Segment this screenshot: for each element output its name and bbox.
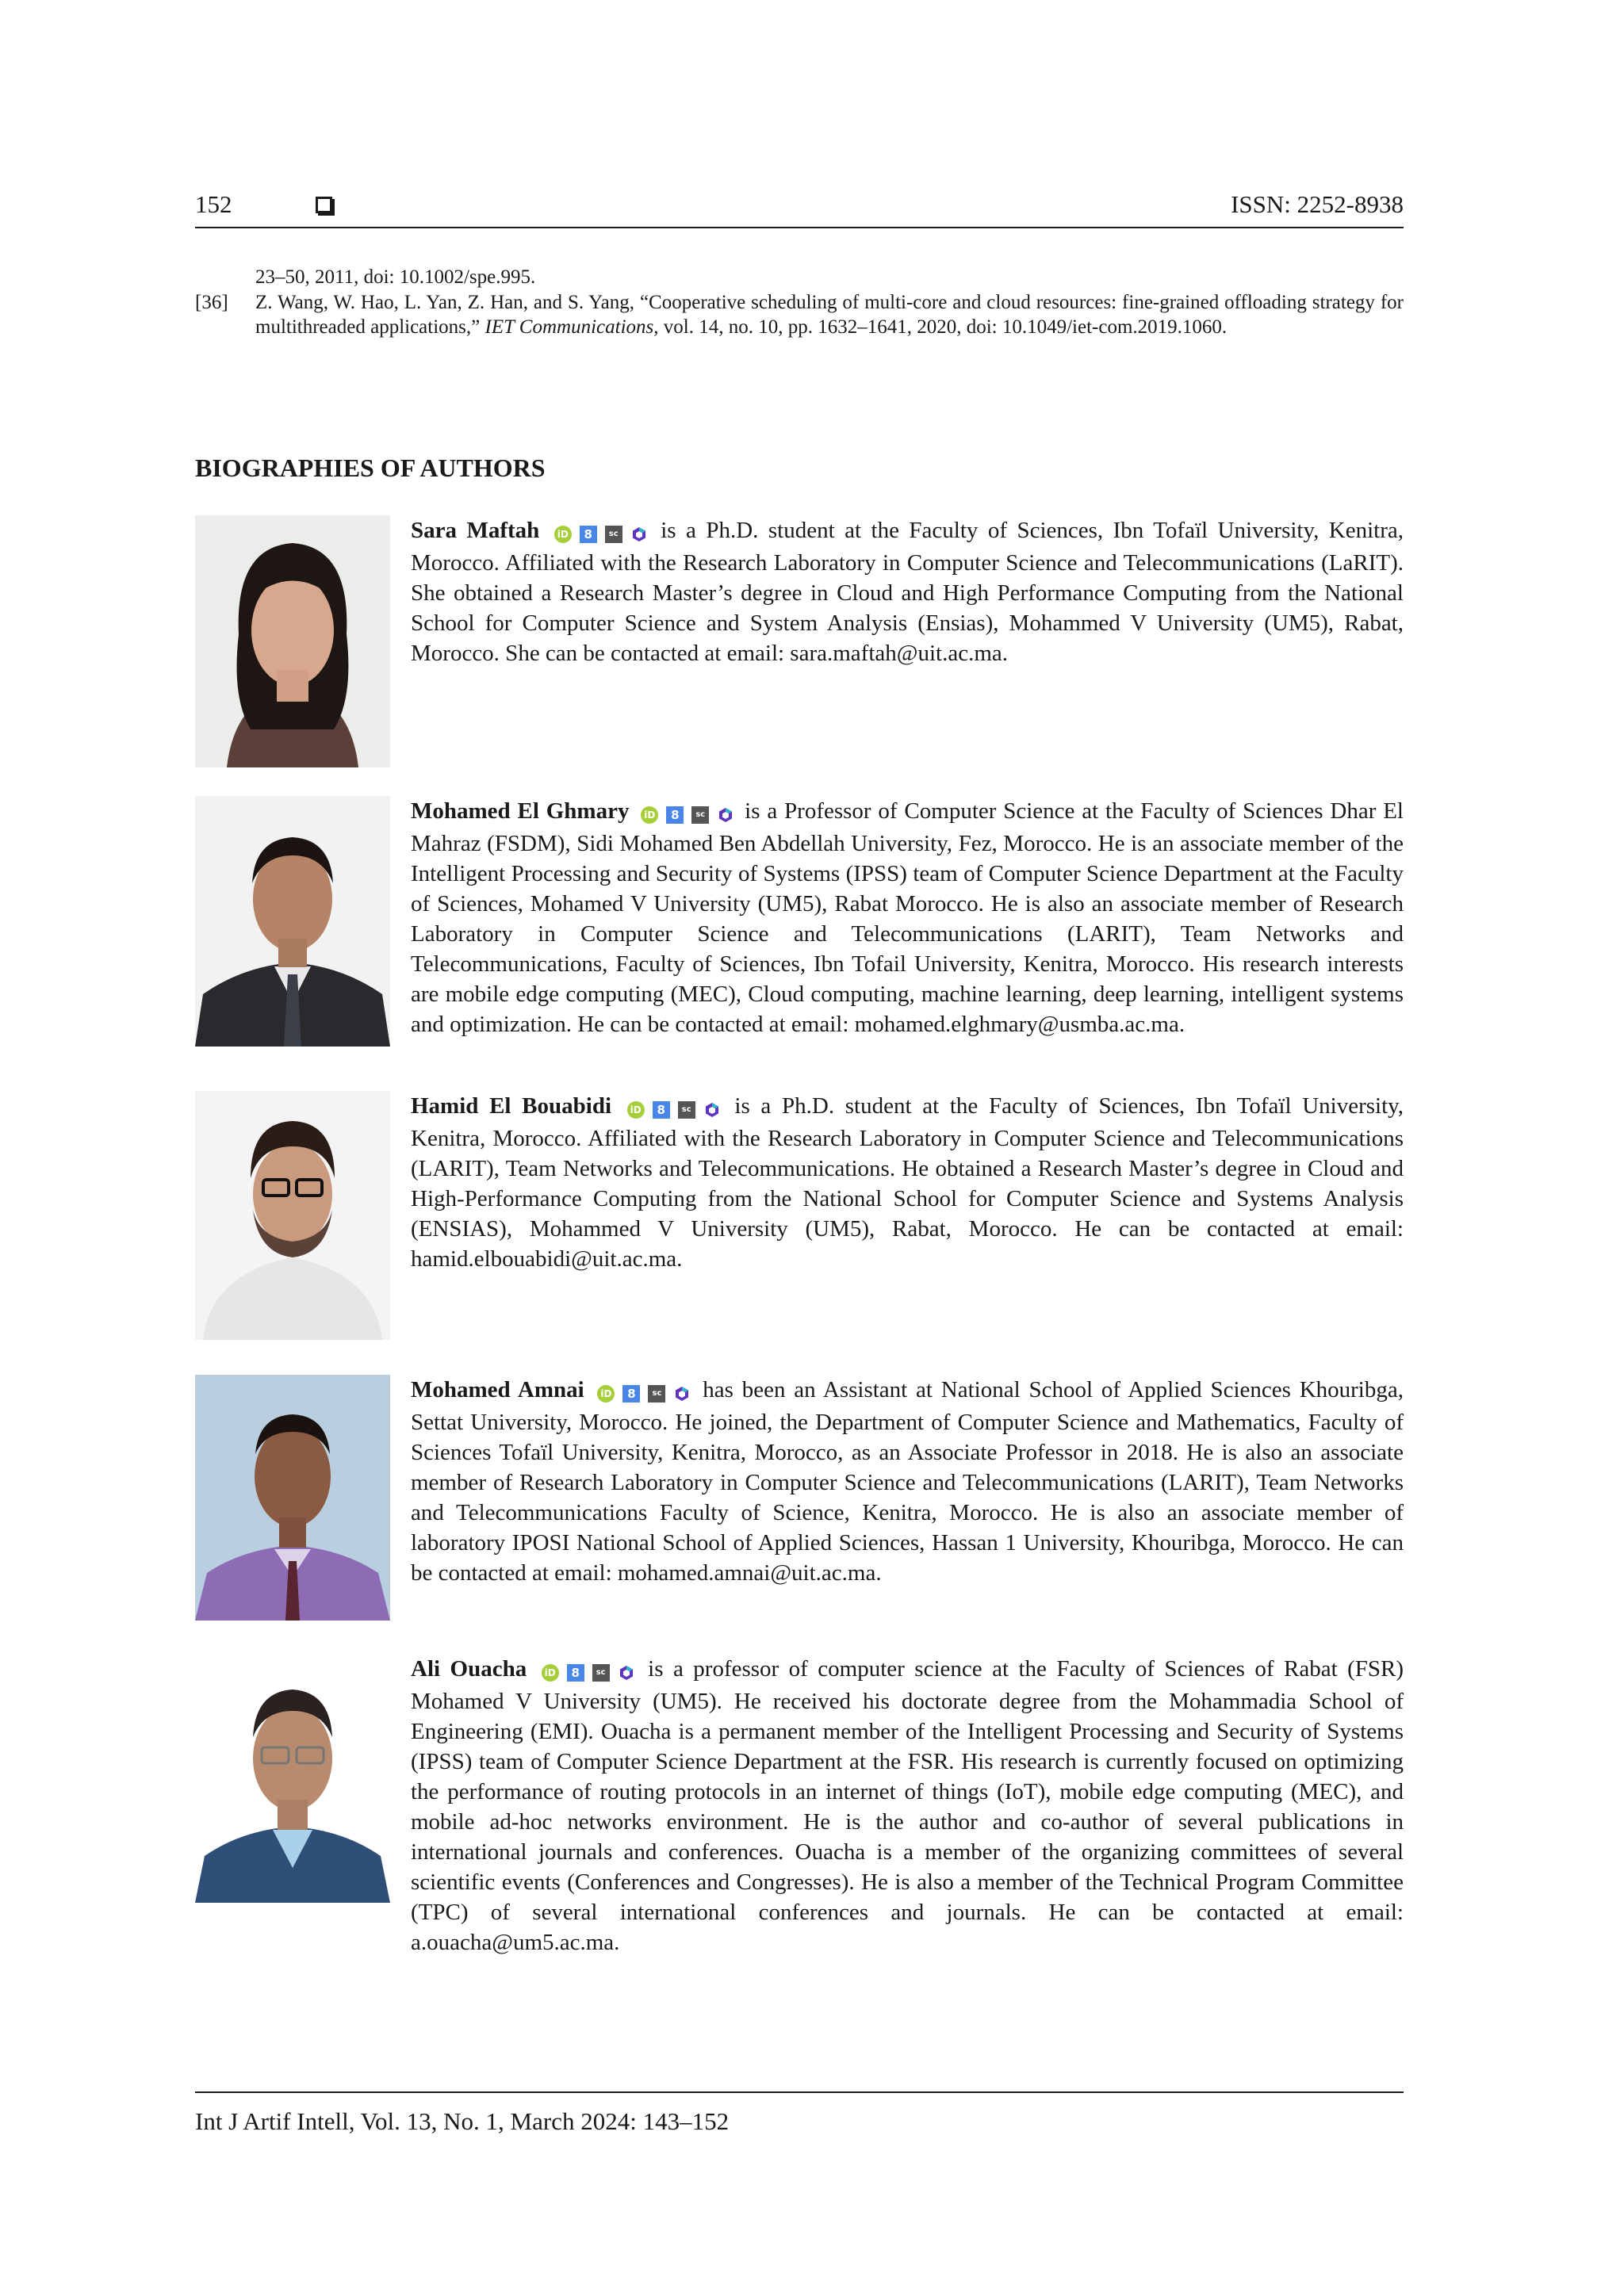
author-profile-icons bbox=[641, 798, 734, 828]
footer-rule bbox=[195, 2091, 1404, 2093]
scopus-icon[interactable]: sc bbox=[691, 806, 709, 824]
issn: ISSN: 2252-8938 bbox=[1231, 190, 1404, 218]
author-bio-body: is a Ph.D. student at the Faculty of Sciences, Ibn Tofaïl University, Kenitra, Morocco. Affiliated with the Research Laboratory in Computer Science and Telecommunications (LaRIT). She obtained a Research Master’s degree in Cloud and High Performance Computing from the National School for Computer Science and System Analysis (Ensias), Mohammed V University (UM5), Rabat, Morocco. She can be contacted at email: sara.maftah@uit.ac.ma. bbox=[411, 518, 1404, 666]
author-bio-body: has been an Assistant at National School of Applied Sciences Khouribga, Settat University, Morocco. He joined, the Department of Computer Science and Mathematics, Faculty of Sciences Tofaïl University, Kenitra, Morocco, as an Associate Professor in 2018. He is also an associate member of Research Laboratory in Computer Science and Telecommunications (LARIT), Team Networks and Telecommunications Faculty of Science, Kenitra, Morocco. He is also an associate member of laboratory IPOSI National School of Applied Sciences, Hassan 1 University, Khouribga, Morocco. He can be contacted at email: mohamed.amnai@uit.ac.ma. bbox=[411, 1377, 1404, 1586]
google-scholar-icon[interactable]: 8 bbox=[622, 1385, 640, 1402]
web-of-science-icon[interactable] bbox=[717, 806, 734, 824]
orcid-icon[interactable]: iD bbox=[641, 806, 658, 824]
author-bio-body: is a professor of computer science at the Faculty of Sciences of Rabat (FSR) Mohamed V University (UM5). He received his doctorate degree from the Mohammadia School of Engineering (EMI). Ouacha is a permanent member of the Intelligent Processing and Security of Systems (IPSS) team of Computer Science Department at the FSR. His research is currently focused on optimizing the performance of routing protocols in an internet of things (IoT), mobile edge computing (MEC), and mobile ad-hoc networks environment. He is the author and co-author of several publications in international journals and conferences. Ouacha is a member of the organizing committees of several scientific events (Conferences and Congresses). He is also a member of the Technical Program Committee (TPC) of several international conferences and journals. He can be contacted at email: a.ouacha@um5.ac.ma. bbox=[411, 1656, 1404, 1955]
author-bio-body: is a Ph.D. student at the Faculty of Sciences, Ibn Tofaïl University, Kenitra, Morocco. Affiliated with the Research Laboratory in Computer Science and Telecommunications (LARIT), Team Networks and Telecommunications. He obtained a Research Master’s degree in Cloud and High-Performance Computing from the National School for Computer Science and Systems Analysis (ENSIAS), Mohammed V University (UM5), Rabat, Morocco. He can be contacted at email: hamid.elbouabidi@uit.ac.ma. bbox=[411, 1093, 1404, 1272]
orcid-icon[interactable]: iD bbox=[597, 1385, 615, 1402]
page-number: 152 bbox=[195, 190, 232, 218]
author-bio-text bbox=[411, 796, 1404, 1039]
author-name: Mohamed Amnai bbox=[411, 1377, 584, 1402]
reference-details: , vol. 14, no. 10, pp. 1632–1641, 2020, doi: 10.1049/iet-com.2019.1060. bbox=[653, 316, 1228, 338]
author-photo bbox=[195, 1375, 390, 1621]
reference-continued-text: 23–50, 2011, doi: 10.1002/spe.995. bbox=[255, 266, 536, 288]
page-footer: Int J Artif Intell, Vol. 13, No. 1, March 2024: 143–152 bbox=[195, 2107, 730, 2135]
author-photo bbox=[195, 1091, 390, 1340]
google-scholar-icon[interactable]: 8 bbox=[653, 1101, 670, 1119]
header-rule bbox=[195, 227, 1404, 228]
orcid-icon[interactable]: iD bbox=[554, 526, 572, 543]
google-scholar-icon[interactable]: 8 bbox=[580, 526, 597, 543]
author-profile-icons bbox=[597, 1377, 691, 1407]
reference-36 bbox=[195, 290, 1404, 339]
author-bio-text bbox=[411, 1654, 1404, 1957]
author-photo bbox=[195, 515, 390, 767]
author-profile-icons bbox=[542, 1656, 635, 1686]
author-photo bbox=[195, 796, 390, 1047]
scopus-icon[interactable]: sc bbox=[678, 1101, 695, 1119]
reference-journal: IET Communications bbox=[485, 316, 654, 338]
author-bio-text bbox=[411, 515, 1404, 668]
box-icon bbox=[316, 197, 332, 213]
web-of-science-icon[interactable] bbox=[630, 526, 648, 543]
google-scholar-icon[interactable]: 8 bbox=[666, 806, 684, 824]
author-name: Ali Ouacha bbox=[411, 1656, 527, 1682]
google-scholar-icon[interactable]: 8 bbox=[567, 1664, 584, 1682]
scopus-icon[interactable]: sc bbox=[648, 1385, 665, 1402]
reference-authors-title: Z. Wang, W. Hao, L. Yan, Z. Han, and S. Yang, “Cooperative scheduling of multi-core and cloud resources: fine-grained offloading strategy for multithreaded applications,” bbox=[255, 292, 1404, 338]
author-profile-icons bbox=[554, 518, 648, 548]
reference-number: [36] bbox=[195, 292, 228, 313]
section-title: BIOGRAPHIES OF AUTHORS bbox=[195, 453, 546, 482]
web-of-science-icon[interactable] bbox=[618, 1664, 635, 1682]
reference-continued bbox=[195, 265, 1404, 289]
author-bio-text bbox=[411, 1091, 1404, 1274]
web-of-science-icon[interactable] bbox=[703, 1101, 721, 1119]
author-bio-text bbox=[411, 1375, 1404, 1588]
orcid-icon[interactable]: iD bbox=[627, 1101, 645, 1119]
author-name: Sara Maftah bbox=[411, 518, 540, 543]
author-photo bbox=[195, 1654, 390, 1903]
scopus-icon[interactable]: sc bbox=[592, 1664, 610, 1682]
author-profile-icons bbox=[627, 1093, 721, 1123]
scopus-icon[interactable]: sc bbox=[605, 526, 622, 543]
web-of-science-icon[interactable] bbox=[673, 1385, 691, 1402]
author-name: Hamid El Bouabidi bbox=[411, 1093, 612, 1119]
author-name: Mohamed El Ghmary bbox=[411, 798, 630, 824]
author-bio-body: is a Professor of Computer Science at the Faculty of Sciences Dhar El Mahraz (FSDM), Sidi Mohamed Ben Abdellah University, Fez, Morocco. He is an associate member of the Intelligent Processing and Security of Systems (IPSS) team of Computer Science Department at the Faculty of Sciences, Mohamed V University (UM5), Rabat Morocco. He is also an associate member of Research Laboratory in Computer Science and Telecommunications (LARIT), Team Networks and Telecommunications, Faculty of Sciences, Ibn Tofail University, Kenitra, Morocco. His research interests are mobile edge computing (MEC), Cloud computing, machine learning, deep learning, intelligent systems and optimization. He can be contacted at email: mohamed.elghmary@usmba.ac.ma. bbox=[411, 798, 1404, 1037]
orcid-icon[interactable]: iD bbox=[542, 1664, 559, 1682]
